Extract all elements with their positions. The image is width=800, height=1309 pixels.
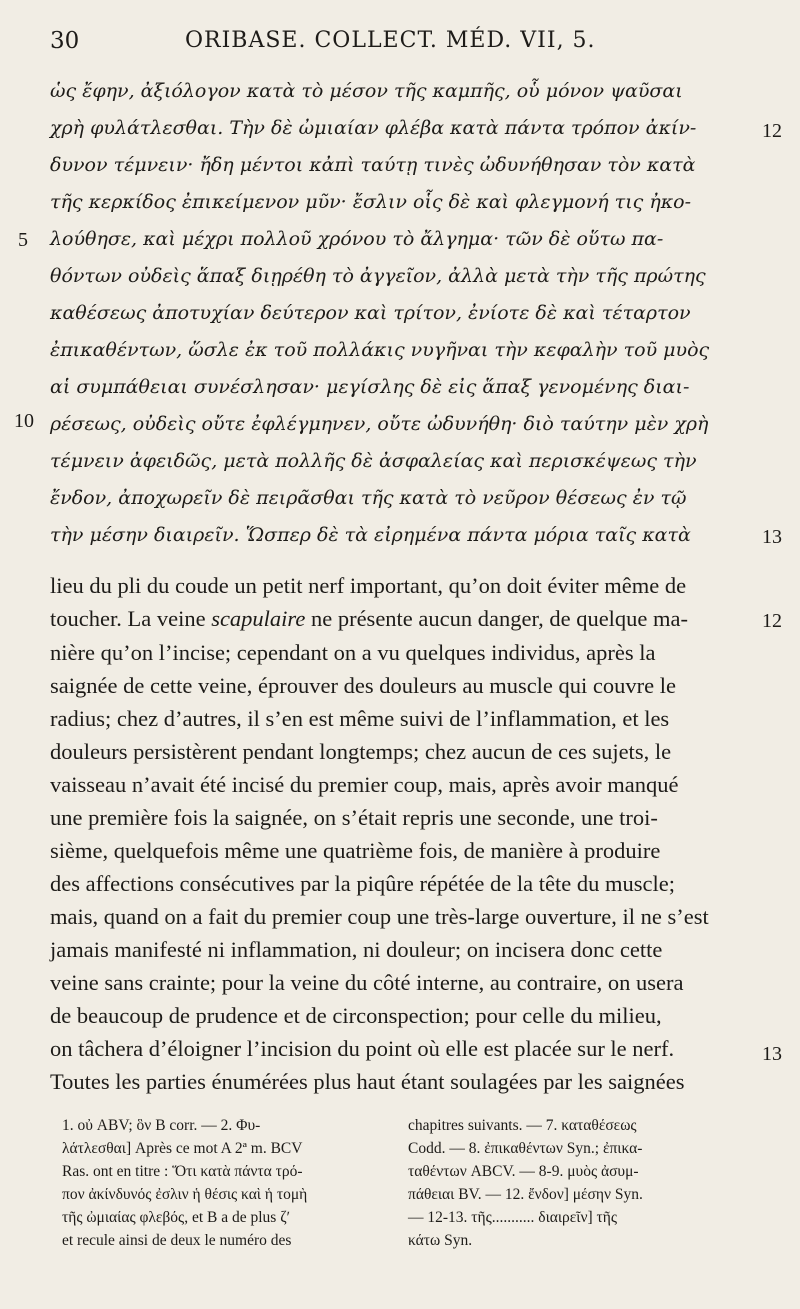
greek-line: χρὴ φυλάτλεσθαι. Τὴν δὲ ὠμιαίαν φλέβα κατὰ πάντα τρόπον ἀκίν- bbox=[50, 117, 697, 139]
greek-line: δυνον τέμνειν· ἤδη μέντοι κἀπὶ ταύτῃ τινὲς ὠδυνήθησαν τὸν κατὰ bbox=[50, 154, 696, 176]
french-line: on tâchera d’éloigner l’incision du point où elle est placée sur le nerf. bbox=[50, 1036, 675, 1061]
french-line: radius; chez d’autres, il s’en est même suivi de l’inflammation, et les bbox=[50, 706, 670, 731]
greek-line: ὡς ἔφην, ἀξιόλογον κατὰ τὸ μέσον τῆς καμπῆς, οὗ μόνον ψαῦσαι bbox=[50, 80, 683, 102]
footnote-line: — 12-13. τῆς........... διαιρεῖν] τῆς bbox=[408, 1209, 617, 1226]
french-line-part: ne présente aucun danger, de quelque ma- bbox=[305, 606, 689, 631]
greek-line: καθέσεως ἀποτυχίαν δεύτερον καὶ τρίτον, ἐνίοτε δὲ καὶ τέταρτον bbox=[50, 302, 691, 324]
footnote-line: et recule ainsi de deux le numéro des bbox=[62, 1232, 292, 1249]
footnote-line: πάθειαι BV. — 12. ἔνδον] μέσην Syn. bbox=[408, 1186, 643, 1203]
line-number: 13 bbox=[762, 1043, 782, 1065]
french-line: de beaucoup de prudence et de circonspection; pour celle du milieu, bbox=[50, 1003, 662, 1028]
footnote-line: chapitres suivants. — 7. καταθέσεως bbox=[408, 1117, 637, 1134]
line-number: 12 bbox=[762, 120, 782, 142]
line-number: 10 bbox=[14, 410, 34, 432]
line-number: 12 bbox=[762, 610, 782, 632]
french-line: sième, quelquefois même une quatrième fois, de manière à produire bbox=[50, 838, 661, 863]
french-line: vaisseau n’avait été incisé du premier coup, mais, après avoir manqué bbox=[50, 772, 679, 797]
footnote-line: Ras. ont en titre : Ὅτι κατὰ πάντα τρό- bbox=[62, 1163, 303, 1180]
greek-line: τέμνειν ἀφειδῶς, μετὰ πολλῆς δὲ ἀσφαλείας καὶ περισκέψεως τὴν bbox=[50, 450, 697, 472]
greek-line: τῆς κερκίδος ἐπικείμενον μῦν· ἔσλιν οἷς δὲ καὶ φλεγμονή τις ἠκο- bbox=[50, 191, 692, 213]
greek-line: αἱ συμπάθειαι συνέσλησαν· μεγίσλης δὲ εἰς ἅπαξ γενομένης διαι- bbox=[50, 376, 690, 398]
french-line: lieu du pli du coude un petit nerf important, qu’on doit éviter même de bbox=[50, 573, 687, 598]
footnote-line: 1. οὐ ABV; ὃν B corr. — 2. Φυ- bbox=[62, 1117, 261, 1134]
running-head: ORIBASE. COLLECT. MÉD. VII, 5. bbox=[185, 28, 596, 53]
french-line: veine sans crainte; pour la veine du côté interne, au contraire, on usera bbox=[50, 970, 684, 995]
french-italic-term: scapulaire bbox=[211, 606, 306, 631]
greek-line: τὴν μέσην διαιρεῖν. Ὥσπερ δὲ τὰ εἰρημένα πάντα μόρια ταῖς κατὰ bbox=[50, 524, 691, 546]
line-number: 13 bbox=[762, 526, 782, 548]
french-line: jamais manifesté ni inflammation, ni douleur; on incisera donc cette bbox=[50, 937, 663, 962]
footnote-line: πον ἀκίνδυνός ἐσλιν ἡ θέσις καὶ ἡ τομὴ bbox=[62, 1186, 308, 1203]
greek-line: ἔνδον, ἀποχωρεῖν δὲ πειρᾶσθαι τῆς κατὰ τὸ νεῦρον θέσεως ἐν τῷ bbox=[50, 487, 687, 509]
greek-line: ρέσεως, οὐδεὶς οὔτε ἐφλέγμηνεν, οὔτε ὠδυνήθη· διὸ ταύτην μὲν χρὴ bbox=[50, 413, 709, 435]
footnote-line: κάτω Syn. bbox=[408, 1232, 473, 1249]
greek-line: λούθησε, καὶ μέχρι πολλοῦ χρόνου τὸ ἄλγημα· τῶν δὲ οὕτω πα- bbox=[50, 228, 664, 250]
french-line: nière qu’on l’incise; cependant on a vu quelques individus, après la bbox=[50, 640, 656, 665]
french-line: une première fois la saignée, on s’était repris une seconde, une troi- bbox=[50, 805, 658, 830]
greek-line: θόντων οὐδεὶς ἅπαξ διῃρέθη τὸ ἀγγεῖον, ἀλλὰ μετὰ τὴν τῆς πρώτης bbox=[50, 265, 706, 287]
french-line: mais, quand on a fait du premier coup une très-large ouverture, il ne s’est bbox=[50, 904, 709, 929]
greek-line: ἐπικαθέντων, ὥσλε ἐκ τοῦ πολλάκις νυγῆναι τὴν κεφαλὴν τοῦ μυὸς bbox=[50, 339, 710, 361]
french-line-part: toucher. La veine bbox=[50, 606, 212, 631]
french-line: Toutes les parties énumérées plus haut étant soulagées par les saignées bbox=[50, 1069, 685, 1094]
footnote-line: ταθέντων ABCV. — 8-9. μυὸς ἀσυμ- bbox=[408, 1163, 639, 1180]
footnote-line: τῆς ὠμιαίας φλεβός, et B a de plus ζʹ bbox=[62, 1209, 291, 1226]
french-line: douleurs persistèrent pendant longtemps; chez aucun de ces sujets, le bbox=[50, 739, 672, 764]
page-header bbox=[0, 28, 800, 64]
page-number: 30 bbox=[50, 28, 80, 54]
french-line: saignée de cette veine, éprouver des douleurs au muscle qui couvre le bbox=[50, 673, 677, 698]
footnote-line: λάτλεσθαι] Après ce mot A 2ª m. BCV bbox=[62, 1140, 303, 1157]
french-line: des affections consécutives par la piqûre répétée de la tête du muscle; bbox=[50, 871, 675, 896]
french-line bbox=[50, 606, 755, 632]
footnote-line: Codd. — 8. ἐπικαθέντων Syn.; ἐπικα- bbox=[408, 1140, 643, 1157]
line-number: 5 bbox=[18, 229, 28, 251]
